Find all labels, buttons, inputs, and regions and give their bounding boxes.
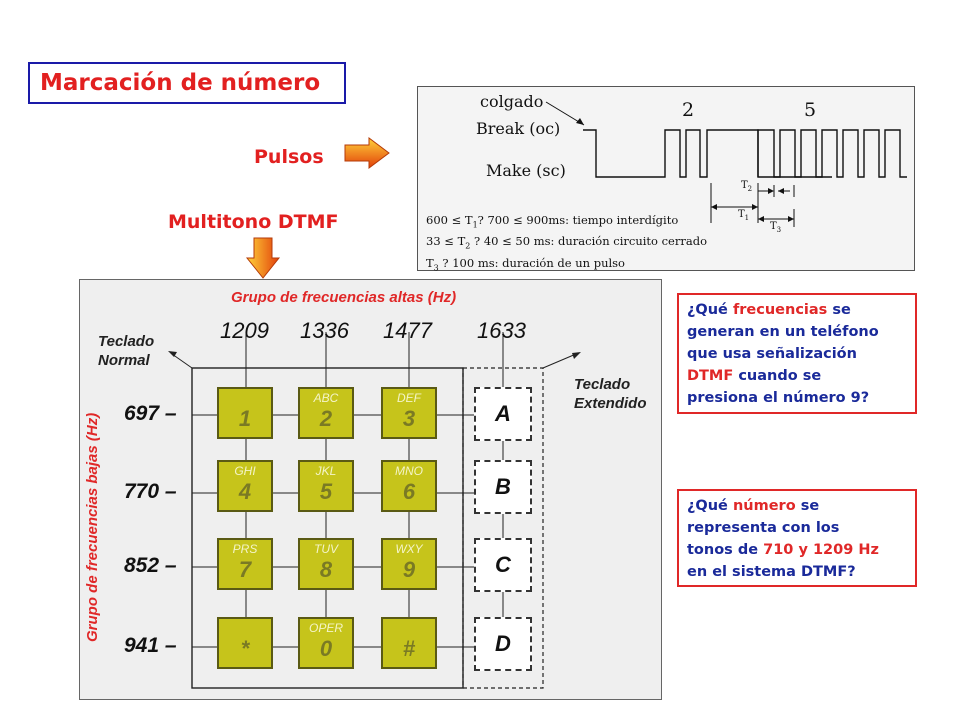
question-2-line: tonos de 710 y 1209 Hz [687, 542, 879, 558]
question-1-line: presiona el número 9? [687, 390, 870, 406]
high-group-label: Grupo de frecuencias altas (Hz) [231, 289, 457, 306]
question-1-line: que usa señalización [687, 346, 857, 362]
digit-5-label: 5 [804, 99, 817, 121]
timing-notes [426, 212, 707, 276]
key-9[interactable]: WXY 9 [381, 538, 437, 590]
t2-label: $T_2$ [741, 180, 753, 193]
low-freq-697: 697 – [124, 402, 177, 425]
normal-keypad-label: Teclado Normal [98, 333, 155, 369]
key-hash[interactable]: # [381, 617, 437, 669]
high-freq-1336: 1336 [300, 318, 349, 343]
key-d[interactable]: D [474, 617, 532, 671]
high-freq-1477: 1477 [383, 318, 432, 343]
low-group-label: Grupo de frecuencias bajas (Hz) [84, 412, 101, 642]
key-0[interactable]: OPER 0 [298, 617, 354, 669]
t3-label: $T_3$ [770, 221, 782, 234]
timing-note: $33 \le T_2$ ? 40 ≤ 50 ms: duración circuito cerrado [426, 234, 707, 251]
question-1-line: generan en un teléfono [687, 324, 879, 340]
digit-2-label: 2 [682, 99, 695, 121]
key-8[interactable]: TUV 8 [298, 538, 354, 590]
key-7[interactable]: PRS 7 [217, 538, 273, 590]
low-freq-941: 941 – [124, 634, 177, 657]
question-1-line: ¿Qué frecuencias se [687, 302, 851, 318]
break-label: Break (oc) [476, 119, 561, 138]
question-box-1 [677, 293, 917, 414]
key-star[interactable]: * [217, 617, 273, 669]
dtmf-keypad-panel [79, 279, 662, 700]
key-4[interactable]: GHI 4 [217, 460, 273, 512]
key-2[interactable]: ABC 2 [298, 387, 354, 439]
key-1[interactable]: 1 [217, 387, 273, 439]
page-title: Marcación de número [28, 62, 346, 104]
key-6[interactable]: MNO 6 [381, 460, 437, 512]
question-1-line: DTMF cuando se [687, 368, 822, 384]
question-2-line: representa con los [687, 520, 840, 536]
make-label: Make (sc) [486, 161, 566, 180]
pulse-diagram-panel [417, 86, 915, 271]
key-3[interactable]: DEF 3 [381, 387, 437, 439]
t1-label: $T_1$ [738, 209, 750, 222]
key-5[interactable]: JKL 5 [298, 460, 354, 512]
high-freq-1633: 1633 [477, 318, 526, 343]
key-b[interactable]: B [474, 460, 532, 514]
low-freq-770: 770 – [124, 480, 177, 503]
colgado-label: colgado [480, 92, 544, 111]
key-c[interactable]: C [474, 538, 532, 592]
timing-note: $T_3$ ? 100 ms: duración de un pulso [426, 255, 625, 272]
dtmf-label: Multitono DTMF [168, 211, 339, 233]
question-2-line: en el sistema DTMF? [687, 564, 856, 580]
low-freq-852: 852 – [124, 554, 177, 577]
pulses-label: Pulsos [254, 146, 324, 168]
arrow-down-icon [245, 236, 281, 280]
high-freq-1209: 1209 [220, 318, 269, 343]
question-2-line: ¿Qué número se [687, 498, 820, 514]
key-a[interactable]: A [474, 387, 532, 441]
question-box-2 [677, 489, 917, 587]
extended-keypad-label: Teclado Extendido [574, 376, 647, 412]
arrow-right-icon [343, 136, 391, 170]
timing-note: $600 \le T_1$? 700 ≤ 900ms: tiempo interdígito [426, 213, 679, 230]
